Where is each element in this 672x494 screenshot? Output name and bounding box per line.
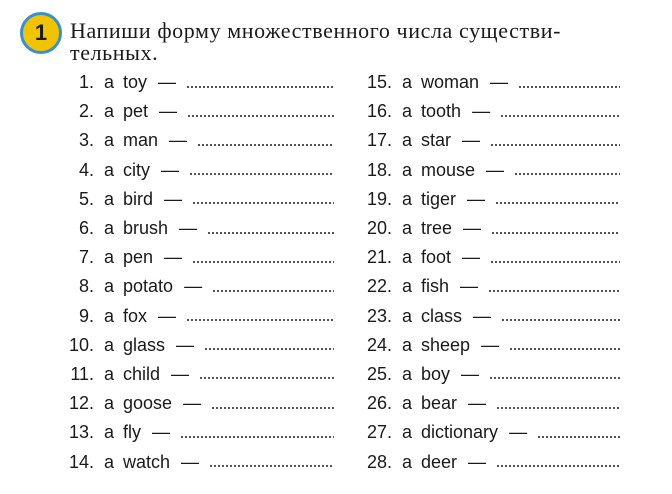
exercise-item (355, 331, 620, 360)
item-article: a (104, 393, 115, 414)
item-dash: — (468, 393, 487, 414)
item-article: a (104, 218, 115, 239)
item-dash: — (152, 422, 171, 443)
exercise-item (355, 97, 620, 126)
answer-blank-line[interactable] (192, 202, 334, 204)
item-noun: dictionary (421, 422, 499, 443)
item-noun: bear (421, 393, 458, 414)
answer-blank-line[interactable] (537, 436, 620, 438)
item-dash: — (176, 334, 195, 355)
item-number: 18. (366, 159, 392, 180)
exercise-item (355, 214, 620, 243)
item-article: a (104, 159, 115, 180)
item-article: a (402, 393, 413, 414)
answer-blank-line[interactable] (192, 261, 334, 263)
item-number: 19. (366, 188, 392, 209)
exercise-number: 1 (34, 20, 48, 45)
item-article: a (104, 247, 115, 268)
item-number: 5. (78, 188, 94, 209)
item-noun: goose (123, 393, 173, 414)
answer-blank-line[interactable] (496, 465, 620, 467)
item-number: 6. (78, 218, 94, 239)
exercise-item (62, 302, 334, 331)
item-article: a (402, 101, 413, 122)
item-number: 20. (366, 218, 392, 239)
item-number: 25. (366, 363, 392, 384)
item-number: 9. (78, 305, 94, 326)
item-noun: boy (421, 363, 451, 384)
answer-blank-line[interactable] (496, 407, 620, 409)
item-number: 27. (366, 422, 392, 443)
item-article: a (402, 276, 413, 297)
item-noun: glass (123, 334, 166, 355)
item-article: a (402, 305, 413, 326)
exercise-item (62, 68, 334, 97)
item-number: 15. (366, 72, 392, 93)
exercise-number-badge (20, 12, 62, 54)
item-number: 24. (366, 334, 392, 355)
answer-blank-line[interactable] (189, 173, 334, 175)
item-noun: toy (123, 72, 148, 93)
exercise-item (355, 389, 620, 418)
item-article: a (402, 188, 413, 209)
item-dash: — (159, 101, 178, 122)
item-dash: — (462, 130, 481, 151)
item-number: 22. (366, 276, 392, 297)
exercise-item (62, 331, 334, 360)
item-dash: — (473, 305, 492, 326)
item-noun: pen (123, 247, 154, 268)
item-article: a (402, 72, 413, 93)
answer-blank-line[interactable] (186, 86, 334, 88)
item-number: 3. (78, 130, 94, 151)
item-noun: fish (421, 276, 450, 297)
exercise-item (355, 156, 620, 185)
items-column-left (62, 68, 334, 477)
item-dash: — (158, 72, 177, 93)
item-dash: — (509, 422, 528, 443)
items-column-right (355, 68, 620, 477)
item-noun: tree (421, 218, 453, 239)
exercise-item (355, 126, 620, 155)
item-noun: fox (123, 305, 148, 326)
item-dash: — (161, 159, 180, 180)
item-noun: watch (123, 451, 171, 472)
item-noun: fly (123, 422, 142, 443)
item-dash: — (472, 101, 491, 122)
item-number: 11. (70, 363, 94, 384)
item-number: 26. (366, 393, 392, 414)
answer-blank-line[interactable] (207, 232, 334, 234)
item-dash: — (468, 451, 487, 472)
item-article: a (104, 130, 115, 151)
item-number: 1. (78, 72, 94, 93)
answer-blank-line[interactable] (488, 290, 620, 292)
item-noun: sheep (421, 334, 471, 355)
item-noun: deer (421, 451, 458, 472)
answer-blank-line[interactable] (495, 202, 620, 204)
exercise-item (62, 418, 334, 447)
exercise-item (62, 126, 334, 155)
item-noun: pet (123, 101, 149, 122)
exercise-item (62, 156, 334, 185)
item-article: a (402, 130, 413, 151)
item-dash: — (179, 218, 198, 239)
item-article: a (402, 218, 413, 239)
item-number: 23. (366, 305, 392, 326)
exercise-item (355, 272, 620, 301)
exercise-item (62, 360, 334, 389)
exercise-item (62, 447, 334, 476)
exercise-item (62, 185, 334, 214)
item-number: 14. (68, 451, 94, 472)
item-article: a (402, 422, 413, 443)
item-article: a (402, 334, 413, 355)
item-noun: man (123, 130, 159, 151)
exercise-item (62, 272, 334, 301)
exercise-item (355, 418, 620, 447)
answer-blank-line[interactable] (212, 290, 334, 292)
exercise-item (62, 389, 334, 418)
item-dash: — (461, 363, 480, 384)
item-dash: — (481, 334, 500, 355)
item-article: a (402, 159, 413, 180)
item-dash: — (181, 451, 200, 472)
item-dash: — (164, 247, 183, 268)
exercise-item (355, 447, 620, 476)
exercise-item (355, 360, 620, 389)
answer-blank-line[interactable] (187, 115, 334, 117)
item-number: 4. (78, 159, 94, 180)
answer-blank-line[interactable] (209, 465, 334, 467)
item-number: 10. (68, 334, 94, 355)
answer-blank-line[interactable] (197, 144, 334, 146)
answer-blank-line[interactable] (186, 319, 334, 321)
item-number: 21. (366, 247, 392, 268)
item-noun: foot (421, 247, 452, 268)
item-dash: — (184, 276, 203, 297)
item-article: a (104, 451, 115, 472)
item-noun: mouse (421, 159, 476, 180)
item-number: 28. (366, 451, 392, 472)
item-article: a (104, 101, 115, 122)
exercise-item (62, 214, 334, 243)
item-dash: — (164, 188, 183, 209)
item-noun: city (123, 159, 151, 180)
answer-blank-line[interactable] (180, 436, 334, 438)
exercise-item (355, 243, 620, 272)
answer-blank-line[interactable] (514, 173, 620, 175)
item-noun: star (421, 130, 452, 151)
exercise-item (355, 302, 620, 331)
item-dash: — (486, 159, 505, 180)
exercise-item (355, 68, 620, 97)
answer-blank-line[interactable] (199, 377, 334, 379)
item-article: a (104, 422, 115, 443)
item-article: a (104, 72, 115, 93)
item-dash: — (169, 130, 188, 151)
answer-blank-line[interactable] (509, 348, 620, 350)
item-dash: — (460, 276, 479, 297)
item-article: a (104, 276, 115, 297)
item-noun: woman (421, 72, 480, 93)
answer-blank-line[interactable] (500, 115, 620, 117)
answer-blank-line[interactable] (491, 232, 620, 234)
answer-blank-line[interactable] (211, 407, 334, 409)
instruction-line-2: тельных. (70, 40, 159, 65)
exercise-instruction (70, 20, 630, 64)
item-dash: — (171, 363, 190, 384)
item-dash: — (158, 305, 177, 326)
item-article: a (402, 363, 413, 384)
item-number: 16. (366, 101, 392, 122)
item-dash: — (467, 188, 486, 209)
item-dash: — (490, 72, 509, 93)
instruction-line-1: Напиши форму множественного числа существи- (70, 18, 562, 43)
answer-blank-line[interactable] (501, 319, 620, 321)
answer-blank-line[interactable] (518, 86, 620, 88)
answer-blank-line[interactable] (490, 261, 620, 263)
item-number: 2. (78, 101, 94, 122)
answer-blank-line[interactable] (490, 144, 620, 146)
item-article: a (104, 363, 115, 384)
item-noun: tiger (421, 188, 457, 209)
item-number: 13. (68, 422, 94, 443)
item-noun: class (421, 305, 463, 326)
exercise-item (62, 243, 334, 272)
item-number: 8. (78, 276, 94, 297)
item-article: a (402, 451, 413, 472)
item-dash: — (463, 218, 482, 239)
item-noun: bird (123, 188, 154, 209)
item-noun: child (123, 363, 161, 384)
item-article: a (104, 188, 115, 209)
item-noun: tooth (421, 101, 462, 122)
item-dash: — (462, 247, 481, 268)
item-number: 17. (366, 130, 392, 151)
answer-blank-line[interactable] (489, 377, 620, 379)
item-dash: — (183, 393, 202, 414)
exercise-item (62, 97, 334, 126)
item-article: a (104, 334, 115, 355)
item-article: a (402, 247, 413, 268)
item-number: 12. (68, 393, 94, 414)
item-noun: brush (123, 218, 169, 239)
exercise-item (355, 185, 620, 214)
answer-blank-line[interactable] (204, 348, 334, 350)
item-article: a (104, 305, 115, 326)
item-noun: potato (123, 276, 174, 297)
item-number: 7. (78, 247, 94, 268)
